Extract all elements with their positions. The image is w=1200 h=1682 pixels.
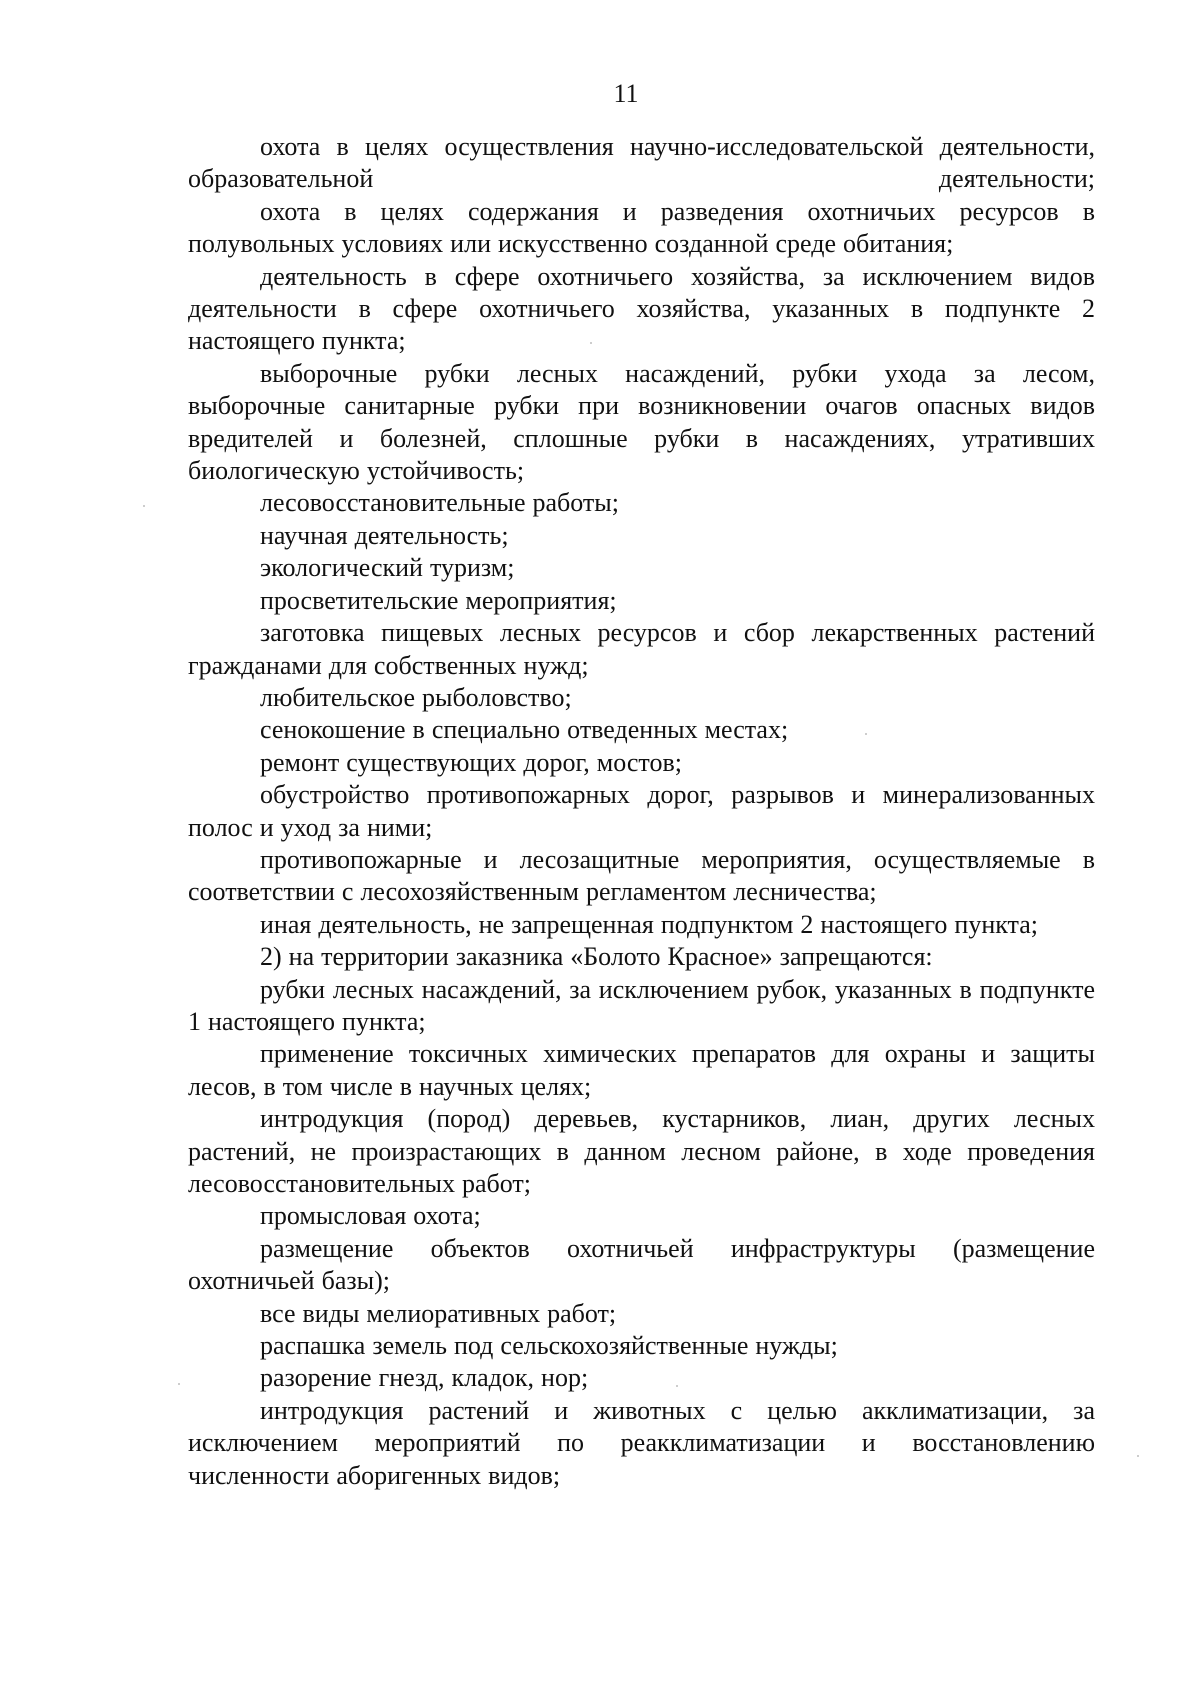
paragraph: деятельность в сфере охотничьего хозяйства, за исключением видов деятельности в сфере охотничьего хозяйства, указанных в подпункте 2 настоящего пункта; <box>188 261 1095 356</box>
paragraph: распашка земель под сельскохозяйственные нужды; <box>260 1331 838 1361</box>
paragraph: рубки лесных насаждений, за исключением рубок, указанных в подпункте 1 настоящего пункта; <box>188 974 1095 1036</box>
paragraph: противопожарные и лесозащитные мероприятия, осуществляемые в соответствии с лесохозяйственным регламентом лесничества; <box>188 844 1095 907</box>
paragraph: научная деятельность; <box>260 520 509 550</box>
paragraph: применение токсичных химических препаратов для охраны и защиты лесов, в том числе в научных целях; <box>188 1039 1095 1101</box>
scan-speck <box>865 733 867 735</box>
paragraph: просветительские мероприятия; <box>260 585 617 615</box>
paragraph: иная деятельность, не запрещенная подпунктом 2 настоящего пункта; <box>260 909 1038 939</box>
document-body <box>188 131 1095 1492</box>
paragraph: обустройство противопожарных дорог, разрывов и минерализованных полос и уход за ними; <box>188 780 1095 842</box>
scan-speck <box>178 1383 180 1385</box>
paragraph: интродукция растений и животных с целью акклиматизации, за исключением мероприятий по реакклиматизации и восстановлению численности аборигенных видов; <box>188 1395 1095 1490</box>
paragraph: любительское рыболовство; <box>260 682 572 712</box>
paragraph: лесовосстановительные работы; <box>260 488 619 518</box>
paragraph: ремонт существующих дорог, мостов; <box>260 747 682 777</box>
paragraph: все виды мелиоративных работ; <box>260 1298 617 1328</box>
paragraph: охота в целях содержания и разведения охотничьих ресурсов в полувольных условиях или искусственно созданной среде обитания; <box>188 196 1095 259</box>
paragraph: выборочные рубки лесных насаждений, рубки ухода за лесом, выборочные санитарные рубки при возникновении очагов опасных видов вредителей и болезней, сплошные рубки в насаждениях, утративших биологическую устойчивость; <box>188 358 1095 486</box>
paragraph: размещение объектов охотничьей инфраструктуры (размещение охотничьей базы); <box>188 1233 1095 1296</box>
paragraph: экологический туризм; <box>260 553 515 583</box>
paragraph: разорение гнезд, кладок, нор; <box>260 1363 589 1393</box>
scan-speck <box>676 1385 678 1387</box>
page-number: 11 <box>613 79 639 108</box>
scan-speck <box>1137 1455 1139 1457</box>
scan-speck <box>143 505 145 507</box>
paragraph: охота в целях осуществления научно-исследовательской деятельности, образовательной деятельности; <box>188 132 1095 194</box>
paragraph: промысловая охота; <box>260 1201 481 1231</box>
paragraph: сенокошение в специально отведенных местах; <box>260 715 789 745</box>
scan-speck <box>590 342 592 344</box>
paragraph: заготовка пищевых лесных ресурсов и сбор лекарственных растений гражданами для собственных нужд; <box>188 618 1095 680</box>
paragraph: 2) на территории заказника «Болото Красное» запрещаются: <box>260 942 933 972</box>
paragraph: интродукция (пород) деревьев, кустарников, лиан, других лесных растений, не произрастающих в данном лесном районе, в ходе проведения лесовосстановительных работ; <box>188 1104 1095 1198</box>
